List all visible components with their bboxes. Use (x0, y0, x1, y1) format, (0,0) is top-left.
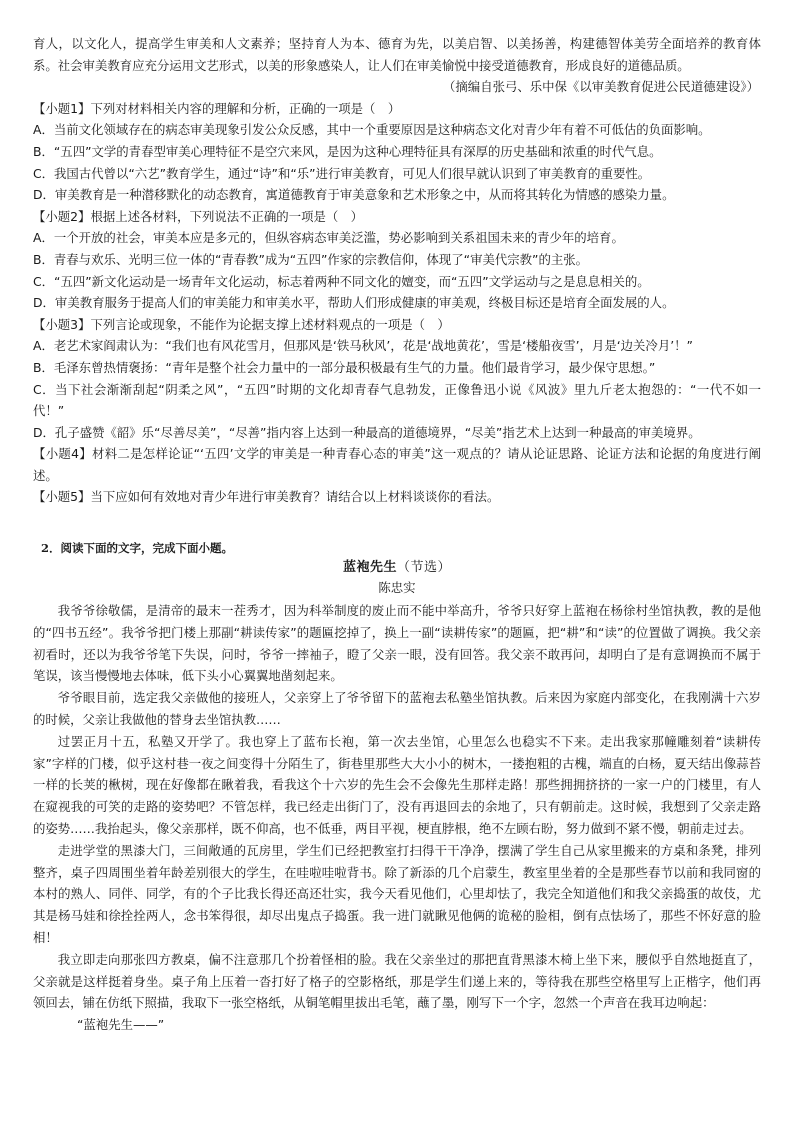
option-a: A．当前文化领域存在的病态审美现象引发公众反感，其中一个重要原因是这种病态文化对青少年有着不可低估的负面影响。 (33, 122, 711, 138)
question-stem: 【小题1】下列对材料相关内容的理解和分析，正确的一项是（ ） (33, 100, 401, 116)
article-paragraph: 走进学堂的黑漆大门，三间敞通的瓦房里，学生们已经把教室打扫得干干净净，摆满了学生自己从家里搬来的方桌和条凳，排列整齐，桌子四周围坐着年龄差别很大的学生，在哇啦哇啦背书。除了新添的几个启蒙生，教室里坐着的全是那些春节以前和我同窗的本村的熟人、同伴、同学，有的个子比我长得还高还壮实，我今天看见他们，心里却怯了，我完全知道他们和我父亲捣蛋的故伎，尤其是杨马娃和徐拴拴两人，念书笨得很，却尽出鬼点子捣蛋。我一进门就瞅见他俩的诡秘的脸相，倒有点怯场了，那些不怀好意的脸相！ (33, 842, 761, 946)
article-paragraph: 我立即走向那张四方教桌，偏不注意那几个扮着怪相的脸。我在父亲坐过的那把直背黑漆木椅上坐下来，腰似乎自然地挺直了，父亲就是这样挺着身坐。桌子角上压着一沓打好了格子的空影格纸，那是学生们递上来的，等待我在那些空格里写上正楷字，他们再领回去，铺在仿纸下照描，我取下一张空格纸，从铜笔帽里拔出毛笔，蘸了墨，刚写下一个字，忽然一个声音在我耳边响起： (33, 951, 761, 1011)
article-title-text: 蓝袍先生 (342, 560, 397, 576)
option-b: B．“五四”文学的青春型审美心理特征不是空穴来风，是因为这种心理特征具有深厚的历史基础和浓重的时代气息。 (33, 143, 662, 159)
option-a: A．老艺术家阎肃认为：“我们也有风花雪月，但那风是‘铁马秋风’，花是‘战地黄花’，雪是‘楼船夜雪’，月是‘边关冷月’！” (33, 338, 693, 354)
option-c: C．“五四”新文化运动是一场青年文化运动，标志着两种不同文化的嬗变，而“五四”文学运动与之是息息相关的。 (33, 273, 650, 289)
material-tail-text: 育人，以文化人，提高学生审美和人文素养；坚持育人为本、德育为先，以美启智、以美扬善，构建德智体美劳全面培养的教育体系。社会审美教育应充分运用文艺形式，以美的形象感染人，让人们在审美愉悦中接受道德教育，形成良好的道德品质。 (33, 36, 761, 73)
question-3 (33, 314, 761, 444)
question-stem: 【小题3】下列言论或现象，不能作为论据支撑上述材料观点的一项是（ ） (33, 316, 450, 332)
question-1 (33, 98, 761, 206)
article-last-quote: “蓝袍先生——” (77, 1017, 165, 1033)
article-author: 陈忠实 (378, 580, 416, 596)
article-title (33, 558, 761, 578)
article-title-note: （节选） (397, 560, 452, 576)
option-c: C．当下社会渐渐刮起“阴柔之风”，“五四”时期的文化却青春气息勃发，正像鲁迅小说《风波》里九斤老太抱怨的：“一代不如一代！” (33, 381, 761, 419)
exam-page (33, 33, 761, 1036)
article-paragraph: 过罢正月十五，私塾又开学了。我也穿上了蓝布长袍，第一次去坐馆，心里怎么也稳实不下来。走出我家那幢雕刻着“读耕传家”字样的门楼，似乎这村巷一夜之间变得十分陌生了，街巷里那些大大小小的树木，一搂抱粗的古槐，端直的白杨，夏天结出像蒜苔一样的长荚的楸树，现在好像都在瞅着我，看我这个十六岁的先生会不会像先生那样走路！那些拥拥挤挤的一家一户的门楼里，有人在窥视我的可笑的走路的姿势吧？不管怎样，我已经走出街门了，没有再退回去的余地了，只有朝前走。这时候，我想到了父亲走路的姿势……我抬起头，像父亲那样，既不仰高，也不低垂，两目平视，梗直脖根，绝不左顾右盼，努力做到不紧不慢，朝前走过去。 (33, 733, 761, 837)
option-d: D．孔子盛赞《韶》乐“尽善尽美”，“尽善”指内容上达到一种最高的道德境界，“尽美”指艺术上达到一种最高的审美境界。 (33, 424, 701, 440)
article-paragraph: 我爷爷徐敬儒，是清帝的最末一茬秀才，因为科举制度的废止而不能中举高升，爷爷只好穿上蓝袍在杨徐村坐馆执教，教的是他的“四书五经”。我爷爷把门楼上那副“耕读传家”的题匾挖掉了，换上一副“读耕传家”的题匾，把“耕”和“读”的位置做了调换。我父亲初看时，还以为我爷爷笔下失误，问时，爷爷一摔袖子，瞪了父亲一眼，没有回答。我父亲不敢再问，却明白了是有意调换而不属于笔误，该当慢慢地去体味，低下头小心翼翼地凿刻起来。 (33, 603, 761, 684)
material-source: （摘编自张弓、乐中保《以审美教育促进公民道德建设》） (443, 79, 759, 95)
option-d: D．审美教育服务于提高人们的审美能力和审美水平，帮助人们形成健康的审美观，终极目标还是培育全面发展的人。 (33, 295, 675, 311)
option-d: D．审美教育是一种潜移默化的动态教育，寓道德教育于审美意象和艺术形象之中，从而将其转化为情感的感染力量。 (33, 187, 675, 203)
article-paragraph: 爷爷眼目前，选定我父亲做他的接班人，父亲穿上了爷爷留下的蓝袍去私塾坐馆执教。后来因为家庭内部变化，在我刚满十六岁的时候，父亲让我做他的替身去坐馆执教…… (33, 690, 761, 728)
section-2-heading: 2．阅读下面的文字，完成下面小题。 (41, 541, 233, 556)
option-b: B．青春与欢乐、光明三位一体的“青春教”成为“五四”作家的宗教信仰，体现了“审美代宗教”的主张。 (33, 251, 589, 267)
question-stem: 【小题2】根据上述各材料，下列说法不正确的一项是（ ） (33, 208, 364, 224)
question-2 (33, 206, 761, 314)
option-c: C．我国古代曾以“六艺”教育学生，通过“诗”和“乐”进行审美教育，可见人们很早就认识到了审美教育的重要性。 (33, 165, 651, 181)
option-a: A．一个开放的社会，审美本应是多元的，但纵容病态审美泛滥，势必影响到关系祖国未来的青少年的培育。 (33, 230, 624, 246)
option-b: B．毛泽东曾热情褒扬：“青年是整个社会力量中的一部分最积极最有生气的力量。他们最肯学习，最少保守思想。” (33, 359, 656, 375)
question-4-stem: 【小题4】材料二是怎样论证“‘五四’文学的审美是一种青春心态的审美”这一观点的？请从论证思路、论证方法和论据的角度进行阐述。 (33, 446, 761, 483)
question-5-stem: 【小题5】当下应如何有效地对青少年进行审美教育？请结合以上材料谈谈你的看法。 (33, 489, 500, 505)
